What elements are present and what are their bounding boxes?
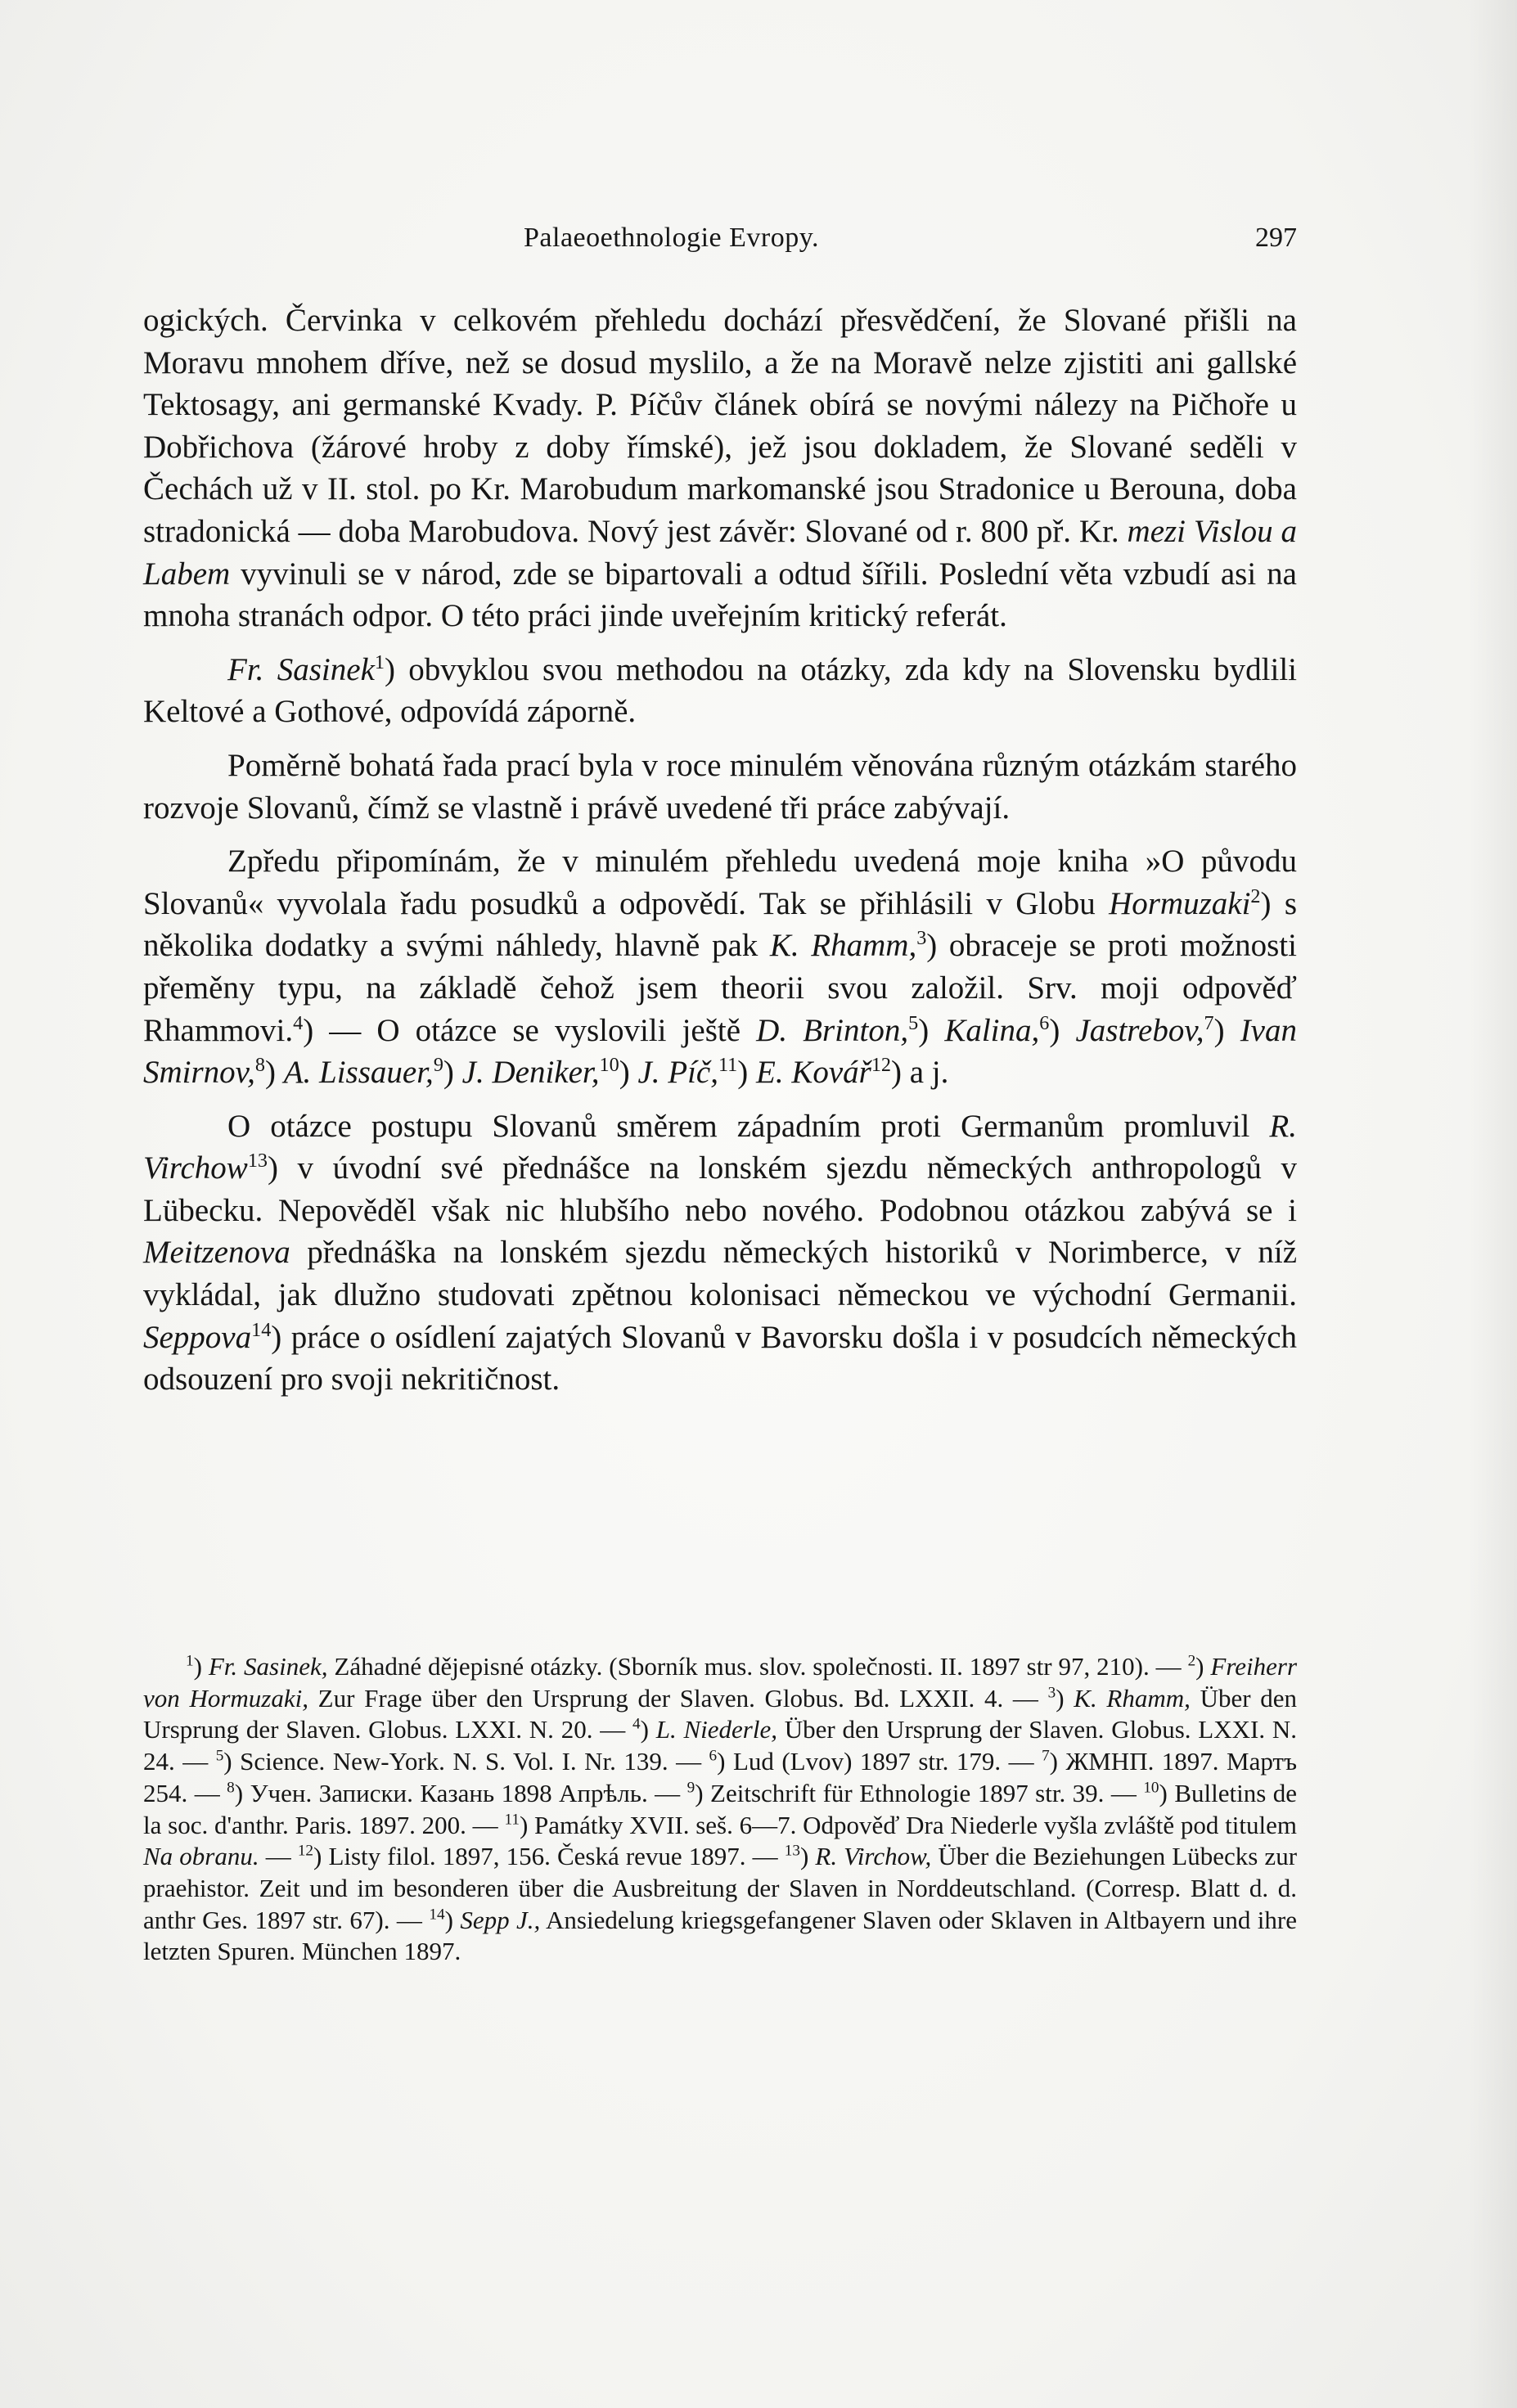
running-title: Palaeoethnologie Evropy. [524,223,820,253]
paragraph-2: Fr. Sasinek$^1$) obvyklou svou methodou na otázky, zda kdy na Slovensku bydlili Keltové a Gothové, odpovídá záporně. [143,650,1297,730]
footnotes [143,1651,1297,1968]
page-header [143,223,1297,263]
paragraph-5: O otázce postupu Slovanů směrem západním proti Germanům promluvil R. Virchow$^{13}$) v úvodní své přednášce na lonském sjezdu německých anthropologů v Lübecku. Nepověděl však nic hlubšího nebo nového. Podobnou otázkou zabývá se i Meitzenova přednáška na lonském sjezdu německých historiků v Norimberce, v níž vykládal, jak dlužno studovati zpětnou kolonisaci německou ve východní Germanii. Seppova$^{14}$) práce o osídlení zajatých Slovanů v Bavorsku došla i v posudcích německých odsouzení pro svoji nekritičnost. [143,1108,1297,1398]
paragraph-3: Poměrně bohatá řada prací byla v roce minulém věnována různým otázkám starého rozvoje Slovanů, čímž se vlastně i právě uvedené tři práce zabývají. [143,747,1297,826]
paragraph-4: Zpředu připomínám, že v minulém přehledu uvedená moje kniha »O původu Slovanů« vyvolala řadu posudků a odpovědí. Tak se přihlásili v Globu Hormuzaki$^2$) s několika dodatky a svými náhledy, hlavně pak K. Rhamm,$^3$) obraceje se proti možnosti přeměny typu, na základě čehož jsem theorii svou založil. Srv. moji odpověď Rhammovi.$^4$) — O otázce se vyslovili ještě D. Brinton,$^5$) Kalina,$^6$) Jastrebov,$^7$) Ivan Smirnov,$^8$) A. Lissauer,$^9$) J. Deniker,$^{10}$) J. Píč,$^{11}$) E. Kovář$^{12}$) a j. [143,844,1297,1091]
page-number: 297 [1255,223,1297,253]
paragraph-1: ogických. Červinka v celkovém přehledu dochází přesvědčení, že Slované přišli na Moravu mnohem dříve, než se dosud myslilo, a že na Moravě nelze zjistiti ani gallské Tektosagy, ani germanské Kvady. P. Píčův článek obírá se novými nálezy na Pičhoře u Dobřichova (žárové hroby z doby římské), jež jsou dokladem, že Slované seděli v Čechách už v II. stol. po Kr. Marobudum markomanské jsou Stradonice u Berouna, doba stradonická — doba Marobudova. Nový jest závěr: Slované od r. 800 př. Kr. mezi Vislou a Labem vyvinuli se v národ, zde se bipartovali a odtud šířili. Poslední věta vzbudí asi na mnoha stranách odpor. O této práci jinde uveřejním kritický referát. [143,303,1298,634]
footnote-block: $^1$) Fr. Sasinek, Záhadné dějepisné otázky. (Sborník mus. slov. společnosti. II. 1897 str 97, 210). — $^2$) Freiherr von Hormuzaki, Zur Frage über den Ursprung der Slaven. Globus. Bd. LXXII. 4. — $^3$) K. Rhamm, Über den Ursprung der Slaven. Globus. LXXI. N. 20. — $^4$) L. Niederle, Über den Ursprung der Slaven. Globus. LXXI. N. 24. — $^5$) Science. New-York. N. S. Vol. I. Nr. 139. — $^6$) Lud (Lvov) 1897 str. 179. — $^7$) ЖМНП. 1897. Мартъ 254. — $^8$) Учен. Записки. Казань 1898 Апрѣль. — $^9$) Zeitschrift für Ethnologie 1897 str. 39. — $^{10}$) Bulletins de la soc. d'anthr. Paris. 1897. 200. — $^{11}$) Památky XVII. seš. 6—7. Odpověď Dra Niederle vyšla zvláště pod titulem Na obranu. — $^{12}$) Listy filol. 1897, 156. Česká revue 1897. — $^{13}$) R. Virchow, Über die Beziehungen Lübecks zur praehistor. Zeit und im besonderen über die Ausbreitung der Slaven in Norddeutschland. (Corresp. Blatt d. d. anthr Ges. 1897 str. 67). — $^{14}$) Sepp J., Ansiedelung kriegsgefangener Slaven oder Sklaven in Altbayern und ihre letzten Spuren. München 1897. [143,1652,1298,1966]
body-text [143,299,1297,1401]
scan-edge-shadow [1468,0,1517,2408]
